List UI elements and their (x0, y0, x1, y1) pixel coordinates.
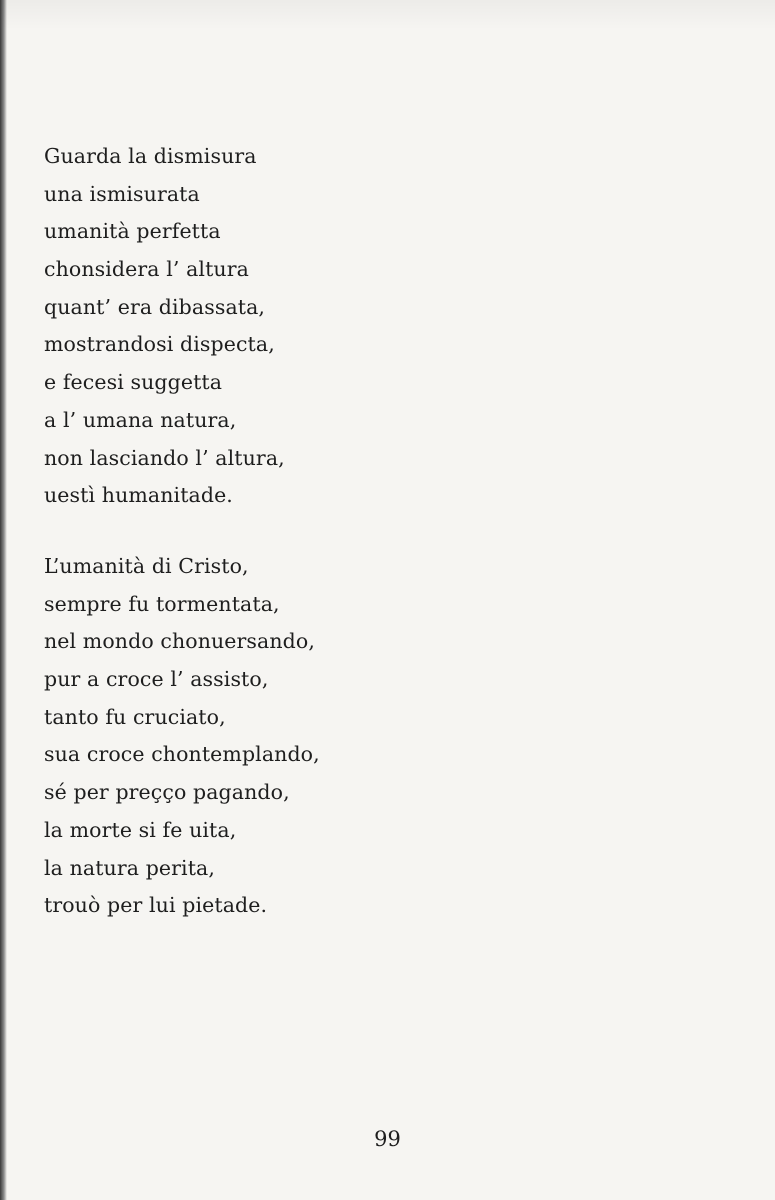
verse-line: umanità perfetta (44, 219, 221, 244)
page-number: 99 (374, 1127, 401, 1151)
verse-line: chonsidera l’ altura (44, 257, 249, 282)
verse-line: tanto fu cruciato, (44, 704, 226, 729)
verse-line: la morte si fe uita, (44, 817, 237, 842)
book-spine-edge (0, 0, 7, 1200)
poem-stanza-1 (44, 138, 285, 515)
verse-line: pur a croce l’ assisto, (44, 667, 269, 692)
verse-line: sua croce chontemplando, (44, 742, 320, 767)
poem-stanza-2 (44, 548, 320, 925)
verse-line: nel mondo chonuersando, (44, 629, 315, 654)
verse-line: trouò per lui pietade. (44, 893, 268, 918)
verse-line: uestì humanitade. (44, 483, 233, 508)
verse-line: non lasciando l’ altura, (44, 445, 285, 470)
verse-line: la natura perita, (44, 855, 215, 880)
verse-line: sé per preçço pagando, (44, 780, 290, 805)
page-shadow (0, 0, 775, 30)
verse-line: e fecesi suggetta (44, 370, 223, 395)
verse-line: sempre fu tormentata, (44, 591, 280, 616)
verse-line: L’umanità di Cristo, (44, 554, 249, 578)
verse-line: Guarda la dismisura (44, 144, 257, 168)
verse-line: mostrandosi dispecta, (44, 332, 275, 357)
verse-line: una ismisurata (44, 181, 200, 206)
verse-line: a l’ umana natura, (44, 407, 237, 432)
verse-line: quant’ era dibassata, (44, 294, 266, 319)
